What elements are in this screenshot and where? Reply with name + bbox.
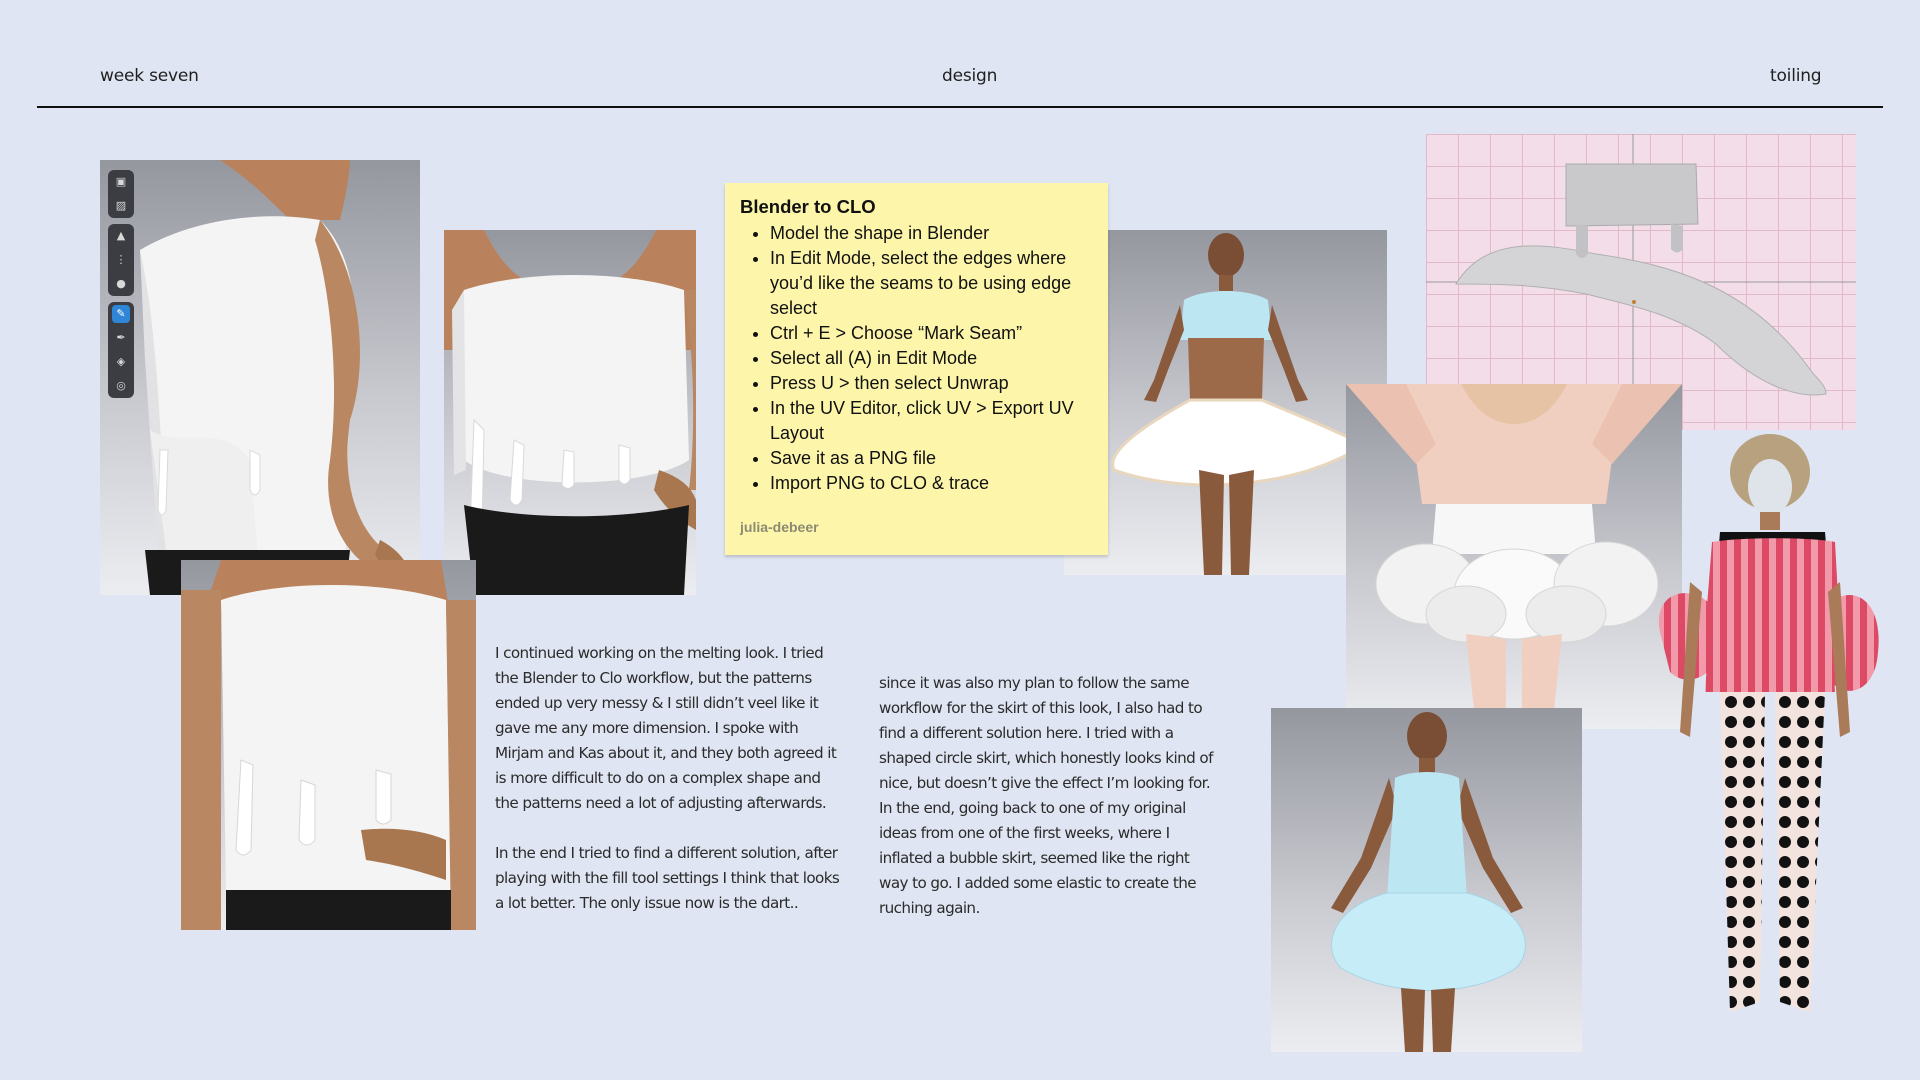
paragraph: I continued working on the melting look. I tried the Blender to Clo workflow, but the patterns ended up very messy & I still didn’t veel like it gave me any more dimension. I spoke with Mirjam and Kas about it, and they both agreed it is more difficult to do on a complex shape and the patterns need a lot of adjusting afterwards. [495,644,837,812]
note-step: • In the UV Editor, click UV > Export UV Layout [770,396,1090,446]
note-steps-list [740,221,1090,496]
melting-top-front-render [444,230,696,595]
note-step: • Press U > then select Unwrap [770,371,1090,396]
arrange-icon[interactable]: ⋮ [115,253,127,266]
bubble-skirt-white-render [1346,384,1682,729]
pattern-icon[interactable]: ▨ [115,199,127,212]
note-step: • Save it as a PNG file [770,446,1090,471]
texture-icon[interactable]: ◈ [116,355,126,368]
paragraph: In the end I tried to find a different solution, after playing with the fill tool settings I think that looks a lot better. The only issue now is the dart.. [495,844,840,912]
garment-icon[interactable]: ▲ [116,229,126,242]
avatar-icon[interactable]: ● [116,277,126,290]
full-look-model-cutout [1650,432,1880,1022]
header-center: design [942,66,998,86]
brush-icon[interactable]: ✎ [112,305,130,323]
cube-icon[interactable]: ▣ [115,175,127,188]
note-author: julia-debeer [740,519,819,535]
body-text-left [495,641,840,916]
pen-icon[interactable]: ✒ [116,331,126,344]
header-right: toiling [1770,66,1822,86]
globe-icon[interactable]: ◎ [116,379,126,392]
clo-toolbar [108,170,134,404]
header-divider [37,106,1883,108]
melting-top-closeup-render [181,560,476,930]
note-step: • In Edit Mode, select the edges where you’d like the seams to be using edge select [770,246,1090,321]
header-left: week seven [100,66,199,86]
bubble-dress-blue-render [1271,708,1582,1052]
note-step: • Select all (A) in Edit Mode [770,346,1090,371]
note-step: • Ctrl + E > Choose “Mark Seam” [770,321,1090,346]
sticky-note [725,183,1108,555]
body-text-right [879,671,1219,921]
circle-skirt-avatar-render [1064,230,1387,575]
note-step: • Model the shape in Blender [770,221,1090,246]
note-step: • Import PNG to CLO & trace [770,471,1090,496]
melting-top-side-render [100,160,420,595]
paragraph: since it was also my plan to follow the same workflow for the skirt of this look, I also had to find a different solution here. I tried with a shaped circle skirt, which honestly looks kind of nice, but doesn’t give the effect I’m looking for. In the end, going back to one of my original ideas from one of the first weeks, where I inflated a bubble skirt, seemed like the right way to go. I added some elastic to create the ruching again. [879,674,1213,917]
note-title: Blender to CLO [740,196,876,217]
